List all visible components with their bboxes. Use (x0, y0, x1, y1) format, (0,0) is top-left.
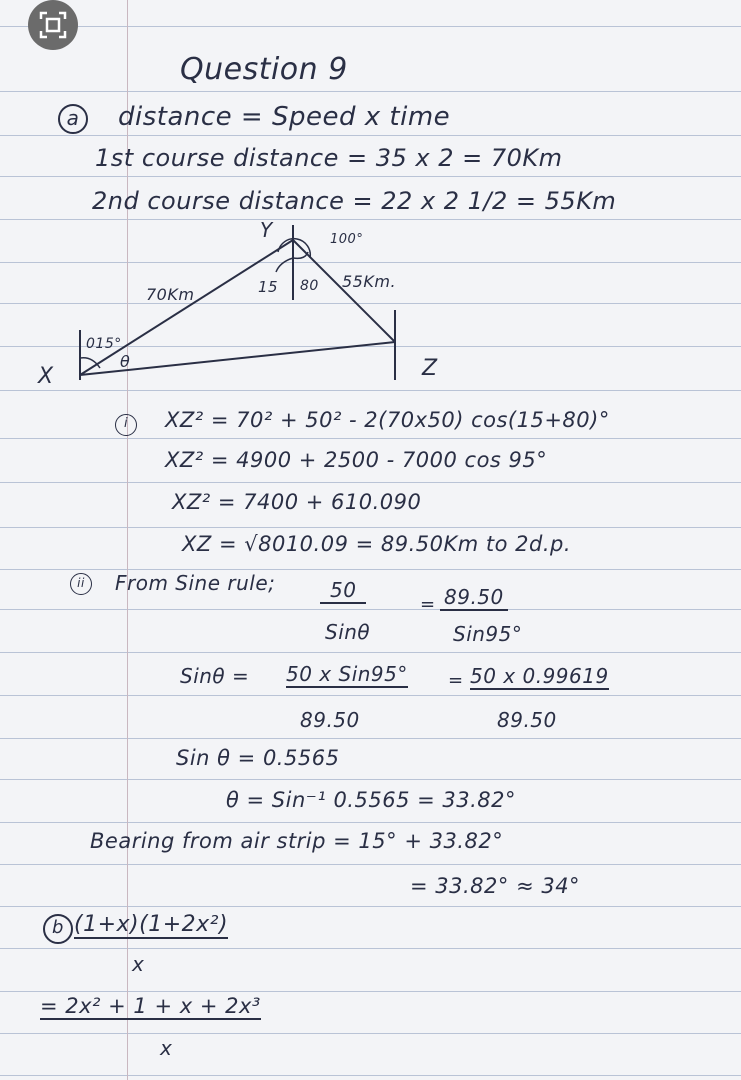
ruled-line (0, 1033, 741, 1034)
ruled-line (0, 652, 741, 653)
cosine-rule-eq2: XZ² = 4900 + 2500 - 7000 cos 95° (165, 448, 548, 472)
part-i-label: i (115, 414, 137, 436)
ruled-line (0, 822, 741, 823)
north-label: Y (260, 218, 273, 242)
point-z-label: Z (422, 356, 438, 381)
sine-rule-den1: Sinθ (325, 620, 371, 644)
angle-15-label: 15 (258, 278, 279, 296)
ruled-line (0, 482, 741, 483)
part-b-denominator: x (132, 952, 145, 976)
ruled-line (0, 695, 741, 696)
sin-theta-frac-b-den: 89.50 (497, 708, 557, 732)
cosine-rule-eq4: XZ = √8010.09 = 89.50Km to 2d.p. (182, 532, 572, 556)
second-course-distance: 2nd course distance = 22 x 2 1/2 = 55Km (92, 187, 617, 215)
point-x-label: X (38, 364, 54, 389)
part-b-numerator: (1+x)(1+2x²) (74, 912, 229, 937)
theta-label: θ (120, 352, 131, 371)
sin-theta-lhs: Sinθ = (180, 664, 250, 688)
theta-value: θ = Sin⁻¹ 0.5565 = 33.82° (226, 788, 516, 812)
bearing-015-label: 015° (86, 336, 122, 352)
sin-theta-frac-b-num: 50 x 0.99619 (470, 664, 609, 688)
sine-rule-equals: = (420, 594, 436, 615)
cosine-rule-eq3: XZ² = 7400 + 610.090 (172, 490, 422, 514)
ruled-line (0, 779, 741, 780)
part-b-label: b (43, 914, 73, 944)
part-b-step-denominator: x (160, 1036, 173, 1060)
ruled-line (0, 738, 741, 739)
cosine-rule-eq1: XZ² = 70² + 50² - 2(70x50) cos(15+80)° (165, 408, 610, 432)
ruled-line (0, 948, 741, 949)
sin-theta-value: Sin θ = 0.5565 (176, 746, 340, 770)
ruled-line (0, 438, 741, 439)
ruled-line (0, 991, 741, 992)
sin-theta-frac-a-den: 89.50 (300, 708, 360, 732)
angle-arc-15 (276, 258, 293, 272)
ruled-line (0, 864, 741, 865)
part-a-label: a (58, 104, 88, 134)
ruled-line (0, 569, 741, 570)
sine-rule-num1: 50 (320, 578, 366, 604)
bearing-result: = 33.82° ≈ 34° (410, 874, 581, 898)
angle-80-label: 80 (300, 278, 319, 294)
part-ii-label: ii (70, 573, 92, 595)
ruled-line (0, 906, 741, 907)
bearing-diagram (0, 0, 741, 420)
ruled-line (0, 1075, 741, 1076)
length-55-label: 55Km. (342, 272, 397, 291)
sin-theta-frac-a-num: 50 x Sin95° (286, 662, 408, 686)
first-course-distance: 1st course distance = 35 x 2 = 70Km (95, 144, 563, 172)
ruled-line (0, 609, 741, 610)
sine-rule-intro: From Sine rule; (115, 571, 276, 595)
page-title: Question 9 (180, 52, 348, 87)
part-b-step-numerator: = 2x² + 1 + x + 2x³ (40, 994, 261, 1018)
sine-rule-num2: 89.50 (440, 585, 508, 611)
bearing-statement: Bearing from air strip = 15° + 33.82° (90, 829, 504, 853)
sin-theta-equals: = (448, 670, 464, 691)
ruled-line (0, 527, 741, 528)
distance-formula: distance = Speed x time (118, 102, 451, 132)
bearing-arc (80, 358, 100, 368)
sine-rule-den2: Sin95° (453, 622, 523, 646)
angle-100-label: 100° (330, 232, 364, 247)
side-xy (80, 240, 293, 375)
length-70-label: 70Km (146, 285, 195, 304)
